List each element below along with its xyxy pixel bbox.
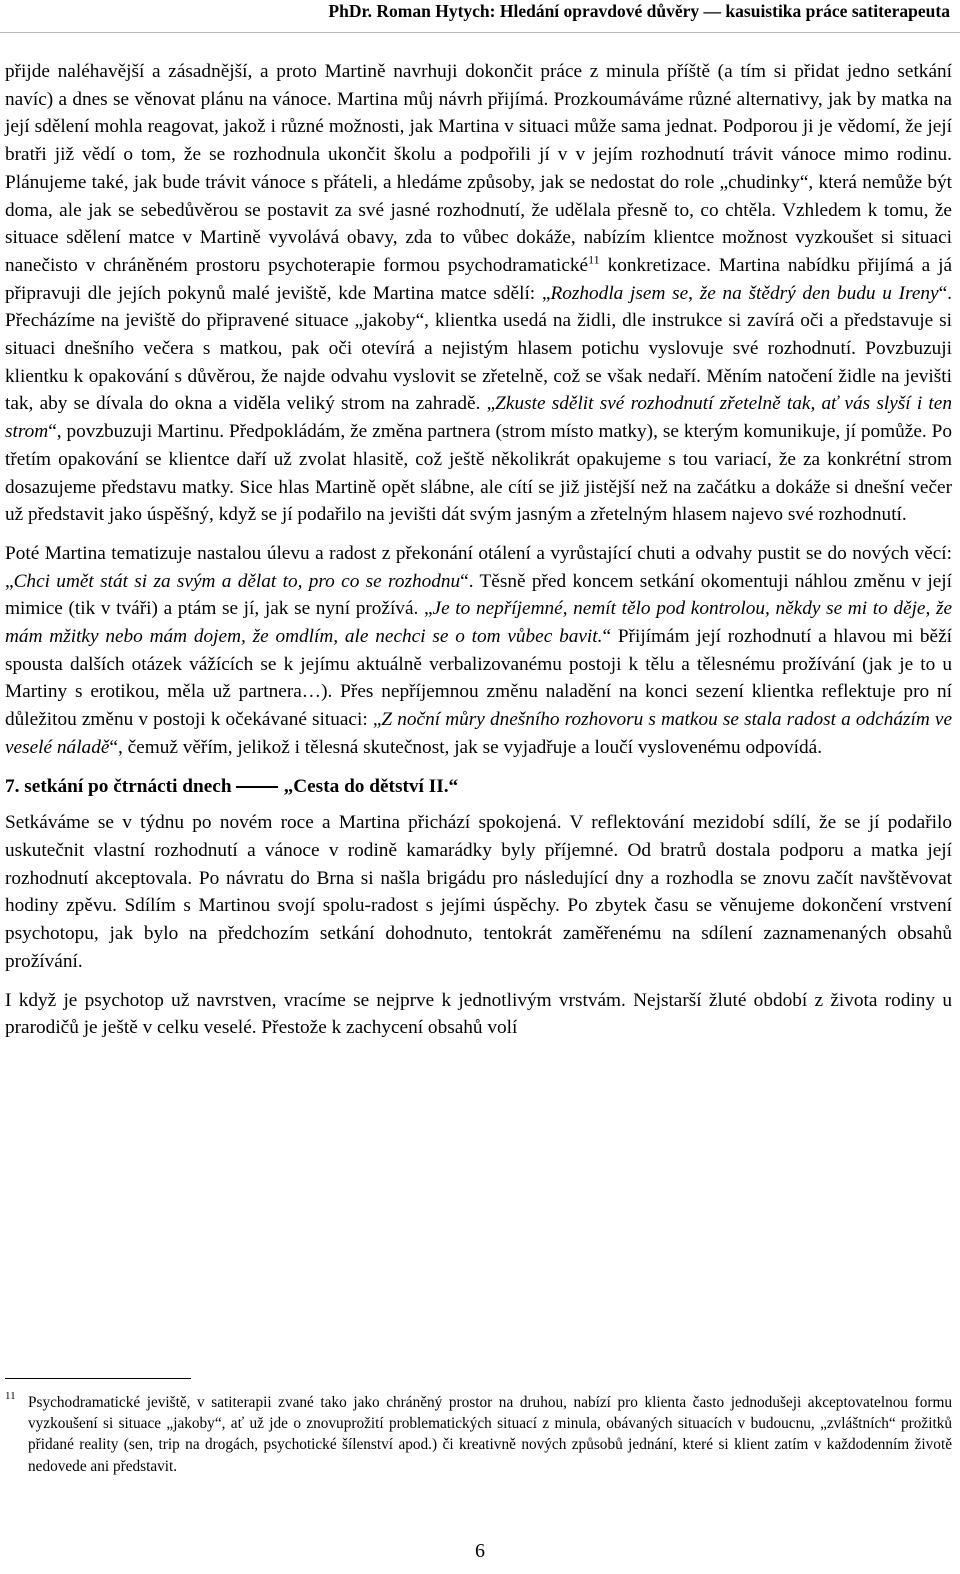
paragraph-1 [5, 58, 952, 529]
running-header: PhDr. Roman Hytych: Hledání opravdové důvěry — kasuistika práce satiterapeuta [328, 1, 950, 21]
text-run: “, čemuž věřím, jelikož i tělesná skutečnost, jak se vyjadřuje a loučí vyslovenému odpovídá. [109, 736, 823, 758]
quote-italic: Rozhodla jsem se, že na štědrý den budu u Ireny [550, 282, 939, 304]
text-run: přijde naléhavější a zásadnější, a proto Martině navrhuji dokončit práce z minula příště (a tím si přidat jedno setkání navíc) a dnes se věnovat plánu na vánoce. Martina můj návrh přijímá. Prozkoumáváme různé alternativy, jak by matka na její sdělení mohla reagovat, jakož i různé možnosti, jak Martina v situaci může sama jednat. Podporou ji je vědomí, že její bratři již vědí o tom, že se rozhodnula ukončit školu a podpořili jí v v jejím rozhodnutí trávit vánoce mimo rodinu. Plánujeme také, jak bude trávit vánoce s přáteli, a hledáme způsoby, jak se nedostat do role „chudinky“, která nemůže být doma, ale jak se sebedůvěrou se postavit za své jasné rozhodnutí, že udělala přesně to, co chtěla. Vzhledem k tomu, že situace sdělení matce v Martině vyvolává obavy, zda to vůbec dokáže, nabízím klientce možnost vyzkoušet si situaci nanečisto v chráněném prostoru psychoterapie formou psychodramatické [5, 61, 952, 276]
footnote [5, 1392, 952, 1477]
heading-subtitle: „Cesta do dětství II.“ [283, 775, 459, 797]
footnote-number: 11 [5, 1390, 16, 1402]
text-run: “. Přecházíme na jeviště do připravené situace „jakoby“, klientka usedá na židli, dle instrukce si zavírá oči a představuje si situaci dnešního večera s matkou, pak oči otevírá a nejistým hlasem potichu vyslovuje své rozhodnutí. Povzbuzuji klientku k opakování s důvěrou, že najde odvahu vyslovit se zřetelně, což se však nedaří. Měním natočení židle na jevišti tak, aby se dívala do okna a viděla veliký strom na zahradě. „ [5, 282, 953, 415]
quote-italic: Je to nepříjemné, nemít tělo pod kontrolou, někdy se mi to děje, že mám mžitky nebo mám dojem, že omdlím, ale nechci se o tom vůbec bavit. [5, 598, 953, 648]
page-number: 6 [475, 1540, 485, 1562]
paragraph-3: Setkáváme se v týdnu po novém roce a Martina přichází spokojená. V reflektování mezidobí sdílí, že se jí podařilo uskutečnit vlastní rozhodnutí a vánoce v rodině kamarádky byly příjemné. Od bratrů dostala podporu a matka její rozhodnutí akceptovala. Po návratu do Brna si našla brigádu pro následující dny a rozhodla se znovu začít navštěvovat hodiny zpěvu. Sdílím s Martinou svojí spolu-radost s jejími úspěchy. Po zbytek času se věnujeme dokončení vrstvení psychotopu, jak bylo na předchozím setkání dohodnuto, tentokrát zaměřenému na sdílení zaznamenaných obsahů prožívání. [5, 812, 952, 972]
heading-text: 7. setkání po čtrnácti dnech [5, 775, 232, 797]
page-body [5, 58, 952, 1042]
section-heading [5, 773, 952, 801]
text-run: Poté Martina tematizuje nastalou úlevu a radost z překonání otálení a vyrůstající chuti a odvahy pustit se do nových věcí: „ [5, 542, 952, 592]
footnote-divider [5, 1378, 191, 1379]
footnote-ref[interactable]: 11 [588, 252, 600, 267]
heading-dash [236, 786, 278, 788]
paragraph-4: I když je psychotop už navrstven, vracíme se nejprve k jednotlivým vrstvám. Nejstarší žluté období z života rodiny u prarodičů je ještě v celku veselé. Přestože k zachycení obsahů volí [5, 989, 952, 1039]
text-run: “ Přijímám její rozhodnutí a hlavou mi běží spousta dalších otázek vážících se k jejímu aktuálně verbalizovanému postoji k tělu a tělesnému prožívání (jak je to u Martiny s erotikou, měla už partnera…). Přes nepříjemnou změnu naladění na konci sezení klientka reflektuje pro ní důležitou změnu v postoji k očekávané situaci: „ [5, 626, 952, 731]
text-run: “. Těsně před koncem setkání okomentuji náhlou změnu v její mimice (tik v tváři) a ptám se jí, jak se nyní prožívá. „ [5, 570, 952, 620]
text-run: konkretizace. Martina nabídku přijímá a já připravuji dle jejích pokynů malé jeviště, kde Martina matce sdělí: „ [5, 254, 952, 304]
paragraph-2 [5, 540, 952, 762]
header-divider [0, 32, 960, 33]
quote-italic: Zkuste sdělit své rozhodnutí zřetelně tak, ať vás slyší i ten strom [5, 393, 952, 443]
quote-italic: Z noční můry dnešního rozhovoru s matkou se stala radost a odcházím ve veselé náladě [5, 709, 953, 758]
footnote-text: Psychodramatické jeviště, v satiterapii zvané tako jako chráněný prostor na druhou, nabízí pro klienta často jednodušeji akceptovatelnou formu vyzkoušení si situace „jakoby“, ať už jde o znovuprožití problematických situací z minula, obávaných situacích v budoucnu, „zvláštních“ prožitků přidané reality (sen, trip na drogách, psychotické šílenství apod.) či kreativně nových způsobů jednání, které si klient zatím v každodenním životě nedovede ani představit. [28, 1394, 952, 1475]
text-run: “, povzbuzuji Martinu. Předpokládám, že změna partnera (strom místo matky), se kterým komunikuje, jí pomůže. Po třetím opakování se klientce daří už zvolat hlasitě, což ještě několikrát opakujeme s tou variací, že za konkrétní strom dosazujeme představu matky. Sice hlas Martině opět slábne, ale cítí se již jistější než na začátku a dokáže si dnešní večer už představit jako úspěšný, když se jí podařilo na jevišti dát svým jasným a zřetelným hlasem najevo své rozhodnutí. [5, 421, 952, 526]
quote-italic: Chci umět stát si za svým a dělat to, pro co se rozhodnu [13, 570, 461, 592]
